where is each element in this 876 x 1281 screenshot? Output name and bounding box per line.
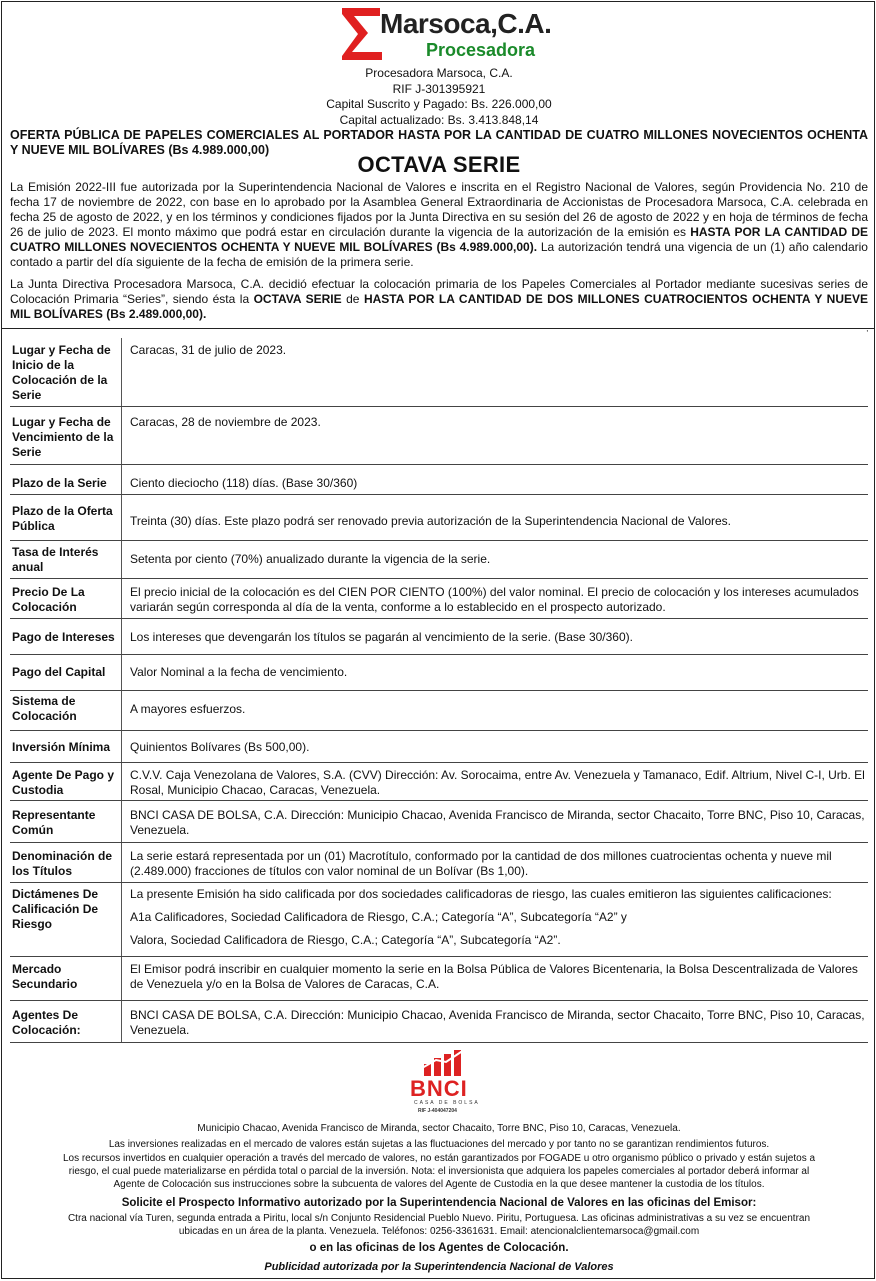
footer-emisor-address: Ctra nacional vía Turen, segunda entrada a Piritu, local s/n Conjunto Residencial Pueblo Nuevo. Piritu, Portuguesa. Las oficinas administrativas a su vez se encuentran ubicadas en un área de la planta. Venezuela. Teléfonos: 0256-3361631. Email: atencionalclientemarsoca@gmail.com	[67, 1213, 811, 1237]
footer-disclaimer-2: Los recursos invertidos en cualquier operación a través del mercado de valores, no están garantizados por FOGADE u otro organismo público o privado y están sujetos a riesgo, el cual puede materializarse en pérdida total o parcial de la inversión. Nota: el inversionista que adquiera los papeles comerciales al portador deberá informar al Agente de Colocación sus instrucciones sobre la subcuenta de valores del Agente de Custodia en la que desee mantener la custodia de los títulos.	[62, 1153, 816, 1190]
term-value: El Emisor podrá inscribir en cualquier momento la serie en la Bolsa Pública de Valores Bicentenaria, la Bolsa Descentralizada de Valores de Venezuela y/o en la Bolsa de Valores de Caracas, C.A.	[130, 962, 858, 991]
newspaper-notice	[1, 1, 875, 1279]
logo-subtitle: Procesadora	[426, 40, 536, 60]
term-row-plazo-serie	[10, 464, 868, 495]
offer-title: OFERTA PÚBLICA DE PAPELES COMERCIALES AL PORTADOR HASTA POR LA CANTIDAD DE CUATRO MILLONES NOVECIENTOS OCHENTA Y NUEVE MIL BOLÍVARES (Bs 4.989.000,00)	[10, 128, 868, 157]
term-row-precio	[10, 578, 868, 619]
term-label: Inversión Mínima	[12, 740, 111, 754]
term-label: Representante Común	[12, 808, 96, 837]
term-row-denominacion	[10, 842, 868, 883]
term-label: Denominación de los Títulos	[12, 849, 113, 878]
term-value: C.V.V. Caja Venezolana de Valores, S.A. (CVV) Dirección: Av. Sorocaima, entre Av. Venezuela y Tamanaco, Edif. Altrium, Nivel C-I, Urb. El Rosal, Municipio Chacao, Caracas, Venezuela.	[130, 768, 865, 797]
term-label: Plazo de la Oferta Pública	[12, 504, 113, 533]
term-label: Dictámenes De Calificación De Riesgo	[12, 887, 99, 931]
term-row-inicio	[10, 338, 868, 407]
term-value: BNCI CASA DE BOLSA, C.A. Dirección: Municipio Chacao, Avenida Francisco de Miranda, sector Chacaito, Torre BNC, Piso 10, Caracas, Venezuela.	[130, 1008, 865, 1037]
term-row-tasa	[10, 540, 868, 579]
term-value: Los intereses que devengarán los títulos se pagarán al vencimiento de la serie. (Base 30/360).	[130, 630, 633, 644]
capital-subscribed: Capital Suscrito y Pagado: Bs. 226.000,00	[326, 97, 552, 111]
term-value: A mayores esfuerzos.	[130, 702, 246, 716]
footer-address: Municipio Chacao, Avenida Francisco de Miranda, sector Chacaito, Torre BNC, Piso 10, Caracas, Venezuela.	[197, 1123, 681, 1134]
company-rif: RIF J-301395921	[392, 81, 486, 96]
term-value: Caracas, 28 de noviembre de 2023.	[130, 415, 321, 429]
authorization-amount: HASTA POR LA CANTIDAD DE CUATRO MILLONES NOVECIENTOS OCHENTA Y NUEVE MIL BOLÍVARES (Bs 4.989.000,00).	[10, 225, 868, 254]
capital-updated: Capital actualizado: Bs. 3.413.848,14	[339, 112, 539, 127]
term-value: Valor Nominal a la fecha de vencimiento.	[130, 665, 348, 679]
footer-prospect-title: Solicite el Prospecto Informativo autorizado por la Superintendencia Nacional de Valores en las oficinas del Emisor:	[121, 1197, 757, 1209]
term-label: Lugar y Fecha de Inicio de la Colocación de la Serie	[12, 343, 111, 402]
board-decision-serie: OCTAVA SERIE	[253, 292, 342, 306]
authorization-paragraph	[10, 180, 868, 270]
term-row-sistema	[10, 690, 868, 731]
term-label: Mercado Secundario	[12, 962, 78, 991]
term-value: El precio inicial de la colocación es del CIEN POR CIENTO (100%) del valor nominal. El precio de colocación y los intereses acumulados variarán según corresponda al día de la venta, conforme a lo establecido en el prospecto autorizado.	[130, 585, 859, 614]
term-label: Pago de Intereses	[12, 630, 115, 644]
term-row-inversion	[10, 730, 868, 763]
section-divider	[2, 328, 874, 329]
term-label: Tasa de Interés anual	[12, 545, 99, 574]
term-value: La serie estará representada por un (01) Macrotítulo, conformado por la cantidad de dos millones cuatrocientas ochenta y nueve mil (2.489.000) fracciones de títulos con valor nominal de un Bolívar (Bs 1,00).	[130, 849, 832, 878]
footer-publicity: Publicidad autorizada por la Superintendencia Nacional de Valores	[264, 1261, 614, 1273]
board-decision-text: La Junta Directiva Procesadora Marsoca, C.A. decidió efectuar la colocación primaria de los Papeles Comerciales al Portador mediante sucesivas series de Colocación Primaria “Series”, siendo ésta la	[10, 277, 868, 306]
serie-title: OCTAVA SERIE	[357, 152, 521, 177]
term-value: Ciento dieciocho (118) días. (Base 30/360)	[130, 476, 358, 490]
company-name: Procesadora Marsoca, C.A.	[365, 66, 513, 80]
logo-company-name: Marsoca,C.A.	[380, 8, 552, 39]
term-value: Treinta (30) días. Este plazo podrá ser renovado previa autorización de la Superintendencia Nacional de Valores.	[130, 514, 732, 528]
term-row-mercado	[10, 956, 868, 1001]
rating-intro: La presente Emisión ha sido calificada por dos sociedades calificadoras de riesgo, las cuales emitieron las siguientes calificaciones:	[130, 887, 832, 901]
term-row-pago-intereses	[10, 618, 868, 655]
term-value: BNCI CASA DE BOLSA, C.A. Dirección: Municipio Chacao, Avenida Francisco de Miranda, sector Chacaito, Torre BNC, Piso 10, Caracas, Venezuela.	[130, 808, 865, 837]
rating-agency-1: A1a Calificadores, Sociedad Calificadora de Riesgo, C.A.; Categoría “A”, Subcategoría “A2” y	[130, 910, 627, 924]
term-label: Agentes De Colocación:	[12, 1008, 81, 1037]
marsoca-logo	[340, 6, 552, 62]
term-label: Agente De Pago y Custodia	[12, 768, 115, 797]
bnci-rif: RIF J-404047204	[418, 1108, 457, 1114]
authorization-validity: La autorización tendrá una vigencia de un (1) año calendario contado a partir del día siguiente de la fecha de emisión de la primera serie.	[10, 240, 868, 269]
term-label: Precio De La Colocación	[12, 585, 85, 614]
sigma-logo-icon	[340, 6, 384, 62]
board-decision-connector: de	[341, 292, 364, 306]
authorization-text: La Emisión 2022-III fue autorizada por la Superintendencia Nacional de Valores e inscrita en el Registro Nacional de Valores, según Providencia No. 210 de fecha 17 de noviembre de 2022, con base en lo aprobado por la Asamblea General Extraordinaria de Accionistas de Procesadora Marsoca, C.A. celebrada en fecha 25 de agosto de 2022, y en los términos y condiciones fijados por la Junta Directiva en su sesión del 26 de agosto de 2022 y en hoja de términos de fecha 26 de julio de 2023. El monto máximo que podrá estar en circulación durante la vigencia de la autorización de la emisión es	[10, 180, 868, 239]
term-value: Caracas, 31 de julio de 2023.	[130, 343, 287, 357]
term-label: Sistema de Colocación	[12, 694, 77, 723]
bnci-name: BNCI	[410, 1076, 468, 1101]
term-row-agentes-colocacion	[10, 1000, 868, 1043]
term-label: Plazo de la Serie	[12, 476, 107, 490]
term-row-plazo-oferta	[10, 494, 868, 541]
term-label: Lugar y Fecha de Vencimiento de la Serie	[12, 415, 114, 459]
board-decision-paragraph	[10, 277, 868, 322]
term-label: Pago del Capital	[12, 665, 106, 679]
term-value: Quinientos Bolívares (Bs 500,00).	[130, 740, 310, 754]
term-row-pago-capital	[10, 654, 868, 691]
bnci-subtitle: CASA DE BOLSA	[414, 1100, 480, 1106]
term-row-calificacion	[10, 882, 868, 957]
board-decision-amount: HASTA POR LA CANTIDAD DE DOS MILLONES CUATROCIENTOS OCHENTA Y NUEVE MIL BOLÍVARES (Bs 2.489.000,00).	[10, 292, 869, 321]
company-info	[2, 66, 875, 128]
term-row-vencimiento	[10, 406, 868, 465]
footer-disclaimer-1: Las inversiones realizadas en el mercado de valores están sujetas a las fluctuaciones del mercado y por tanto no se garantizan rendimientos futuros.	[108, 1139, 770, 1150]
term-row-representante	[10, 800, 868, 843]
rating-agency-2: Valora, Sociedad Calificadora de Riesgo, C.A.; Categoría “A”, Subcategoría “A2”.	[130, 933, 561, 947]
bnci-logo-icon	[406, 1048, 486, 1078]
corner-mark: '	[866, 329, 868, 338]
footer-agents: o en las oficinas de los Agentes de Colocación.	[309, 1242, 569, 1254]
term-row-agente-pago	[10, 762, 868, 801]
term-value: Setenta por ciento (70%) anualizado durante la vigencia de la serie.	[130, 552, 491, 566]
